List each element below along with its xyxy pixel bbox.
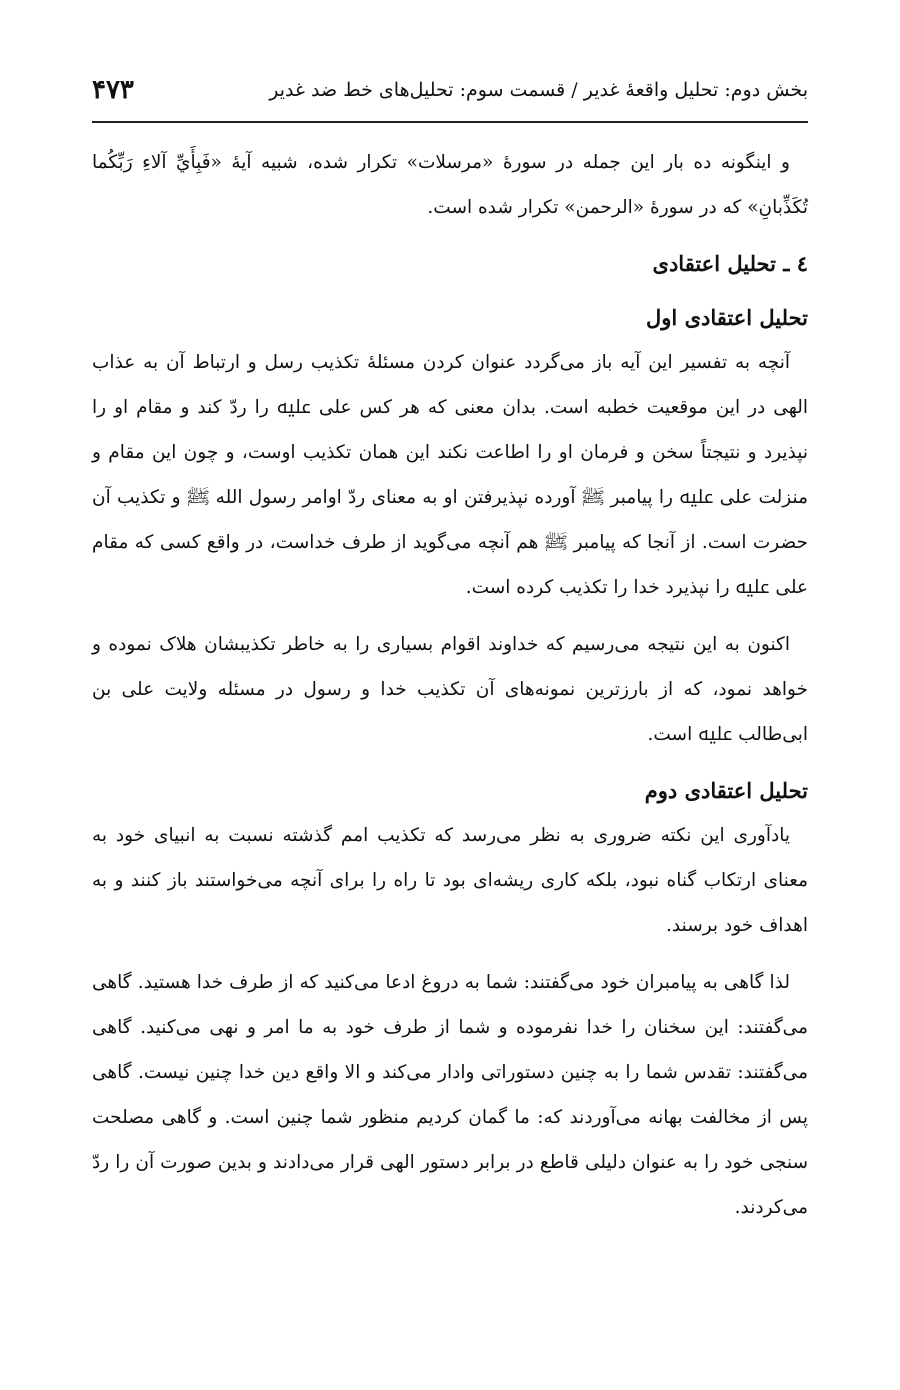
subsection-heading: تحلیل اعتقادی اول [646, 305, 808, 330]
subsection-heading: تحلیل اعتقادی دوم [644, 778, 808, 803]
header-divider [92, 121, 808, 123]
paragraph: و اینگونه ده بار این جمله در سورهٔ «مرسلات» تکرار شده، شبیه آیهٔ «فَبِأَيِّ آلاءِ رَبِّكُما تُكَذِّبانِ» که در سورهٔ «الرحمن» تکرار شده است. [92, 152, 808, 218]
page-number: ۴۷۳ [92, 75, 134, 105]
paragraph: لذا گاهی به پیامبران خود می‌گفتند: شما به دروغ ادعا می‌کنید که از طرف خدا هستید. گاهی می‌گفتند: این سخنان را خدا نفرموده و شما از طرف خود به ما امر و نهی می‌کنید. گاهی می‌گفتند: تقدس شما را به چنین دستوراتی وادار می‌کند و الا واقع دین خدا چنین نیست. گاهی پس از مخالفت بهانه می‌آوردند که: ما گمان کردیم منظور شما چنین است. و گاهی مصلحت سنجی خود را به عنوان دلیلی قاطع در برابر دستور الهی قرار می‌دادند و بدین صورت آن را ردّ می‌کردند. [92, 972, 808, 1218]
running-header [92, 70, 808, 110]
paragraph: اکنون به این نتیجه می‌رسیم که خداوند اقوام بسیاری را به خاطر تکذیبشان هلاک نموده و خواهد نمود، که از بارزترین نمونه‌های آن تکذیب خدا و رسول در مسئله ولایت علی بن ابی‌طالب ﷷ است. [92, 634, 808, 745]
paragraph: آنچه به تفسیر این آیه باز می‌گردد عنوان کردن مسئلهٔ تکذیب رسل و ارتباط آن به عذاب الهی در این موقعیت خطبه است. بدان معنی که هر کس علی ﷷ را ردّ کند و مقام او را نپذیرد و نتیجتاً سخن و فرمان او را اطاعت نکند این همان تکذیب اوست، و چون این مقام و منزلت علی ﷷ را پیامبر ﷺ آورده نپذیرفتن او به معنای ردّ اوامر رسول الله ﷺ و تکذیب آن حضرت است. از آنجا که پیامبر ﷺ هم آنچه می‌گوید از طرف خداست، در واقع کسی که مقام علی ﷷ را نپذیرد خدا را تکذیب کرده است. [92, 352, 809, 598]
body-text [92, 140, 808, 1242]
paragraph: یادآوری این نکته ضروری به نظر می‌رسد که تکذیب امم گذشته نسبت به انبیای خود به معنای ارتکاب گناه نبود، بلکه کاری ریشه‌ای بود تا راه را برای آنچه می‌خواستند باز کنند و به اهداف خود برسند. [92, 825, 808, 936]
running-title: بخش دوم: تحلیل واقعهٔ غدیر / قسمت سوم: تحلیل‌های خط ضد غدیر [269, 79, 808, 101]
section-heading: ٤ ـ تحلیل اعتقادی [652, 251, 808, 276]
